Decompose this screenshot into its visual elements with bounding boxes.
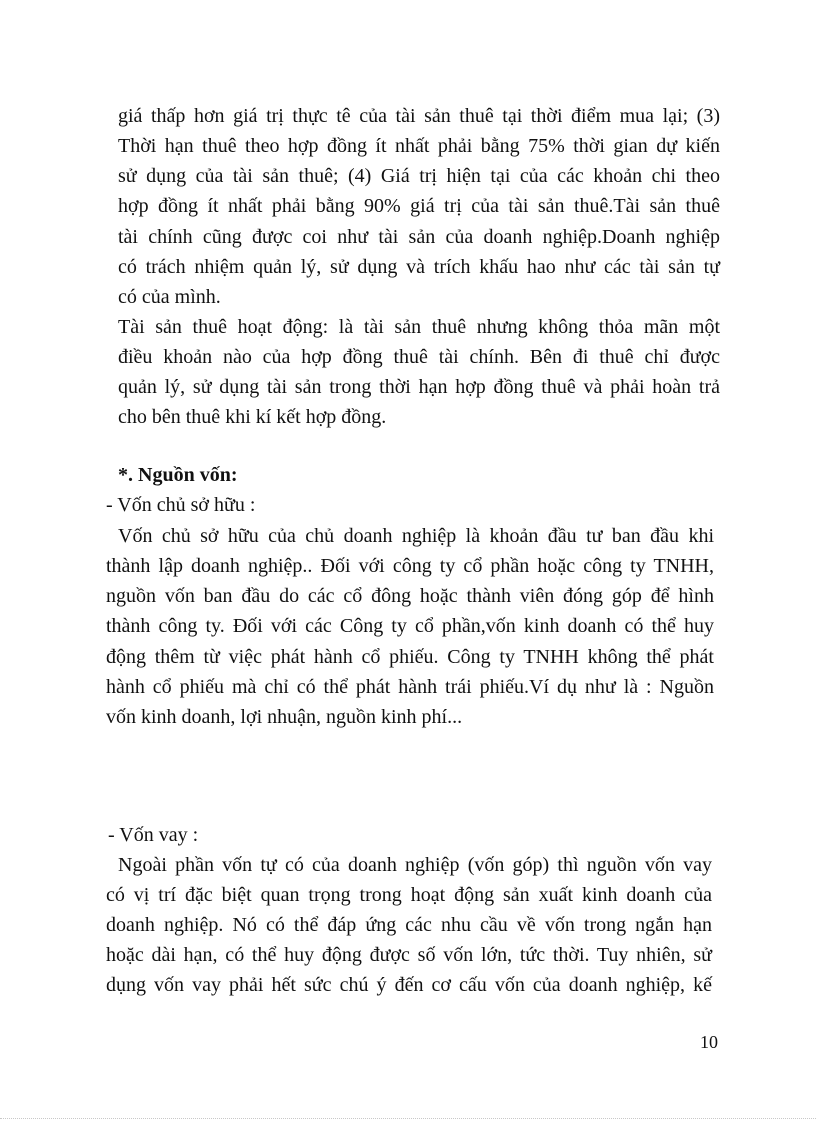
paragraph-line: vốn kinh doanh, lợi nhuận, nguồn kinh phí... bbox=[106, 706, 463, 728]
paragraph-line: hoặc dài hạn, có thể huy động được số vốn lớn, tức thời. Tuy nhiên, sử bbox=[106, 944, 712, 966]
page-bottom-divider bbox=[0, 1118, 816, 1119]
paragraph-line: thành lập doanh nghiệp.. Đối với công ty cổ phần hoặc công ty TNHH, bbox=[106, 555, 714, 577]
paragraph-line: điều khoản nào của hợp đồng thuê tài chính. Bên đi thuê chỉ được bbox=[118, 346, 720, 368]
paragraph-line: Vốn chủ sở hữu của chủ doanh nghiệp là khoản đầu tư ban đầu khi bbox=[118, 525, 714, 547]
paragraph-line: hợp đồng ít nhất phải bằng 90% giá trị của tài sản thuê.Tài sản thuê bbox=[118, 195, 720, 217]
paragraph-line: cho bên thuê khi kí kết hợp đồng. bbox=[118, 406, 387, 428]
paragraph-line: Tài sản thuê hoạt động: là tài sản thuê nhưng không thỏa mãn một bbox=[118, 316, 720, 338]
paragraph-line: dụng vốn vay phải hết sức chú ý đến cơ cấu vốn của doanh nghiệp, kế bbox=[106, 974, 712, 996]
paragraph-line: tài chính cũng được coi như tài sản của doanh nghiệp.Doanh nghiệp bbox=[118, 226, 720, 248]
paragraph-line: có vị trí đặc biệt quan trọng trong hoạt động sản xuất kinh doanh của bbox=[106, 884, 712, 906]
paragraph-line: động thêm từ việc phát hành cổ phiếu. Công ty TNHH không thể phát bbox=[106, 646, 714, 668]
paragraph-line: nguồn vốn ban đầu do các cổ đông hoặc thành viên đóng góp để hình bbox=[106, 585, 714, 607]
subheading-von-vay: - Vốn vay : bbox=[108, 824, 199, 846]
paragraph-line: có trách nhiệm quản lý, sử dụng và trích khấu hao như các tài sản tự bbox=[118, 256, 720, 278]
section-heading: *. Nguồn vốn: bbox=[118, 464, 238, 486]
paragraph-line: sử dụng của tài sản thuê; (4) Giá trị hiện tại của các khoản chi theo bbox=[118, 165, 720, 187]
paragraph-line: Ngoài phần vốn tự có của doanh nghiệp (vốn góp) thì nguồn vốn vay bbox=[118, 854, 712, 876]
subheading-von-chu-so-huu: - Vốn chủ sở hữu : bbox=[106, 494, 256, 516]
paragraph-line: hành cổ phiếu mà chỉ có thể phát hành trái phiếu.Ví dụ như là : Nguồn bbox=[106, 676, 714, 698]
paragraph-line: thành công ty. Đối với các Công ty cổ phần,vốn kinh doanh có thể huy bbox=[106, 615, 714, 637]
paragraph-line: có của mình. bbox=[118, 286, 221, 308]
page-number: 10 bbox=[700, 1032, 718, 1052]
paragraph-line: quản lý, sử dụng tài sản trong thời hạn hợp đồng thuê và phải hoàn trả bbox=[118, 376, 720, 398]
paragraph-line: doanh nghiệp. Nó có thể đáp ứng các nhu cầu về vốn trong ngắn hạn bbox=[106, 914, 712, 936]
paragraph-line: Thời hạn thuê theo hợp đồng ít nhất phải bằng 75% thời gian dự kiến bbox=[118, 135, 720, 157]
paragraph-line: giá thấp hơn giá trị thực tê của tài sản thuê tại thời điểm mua lại; (3) bbox=[118, 105, 720, 127]
